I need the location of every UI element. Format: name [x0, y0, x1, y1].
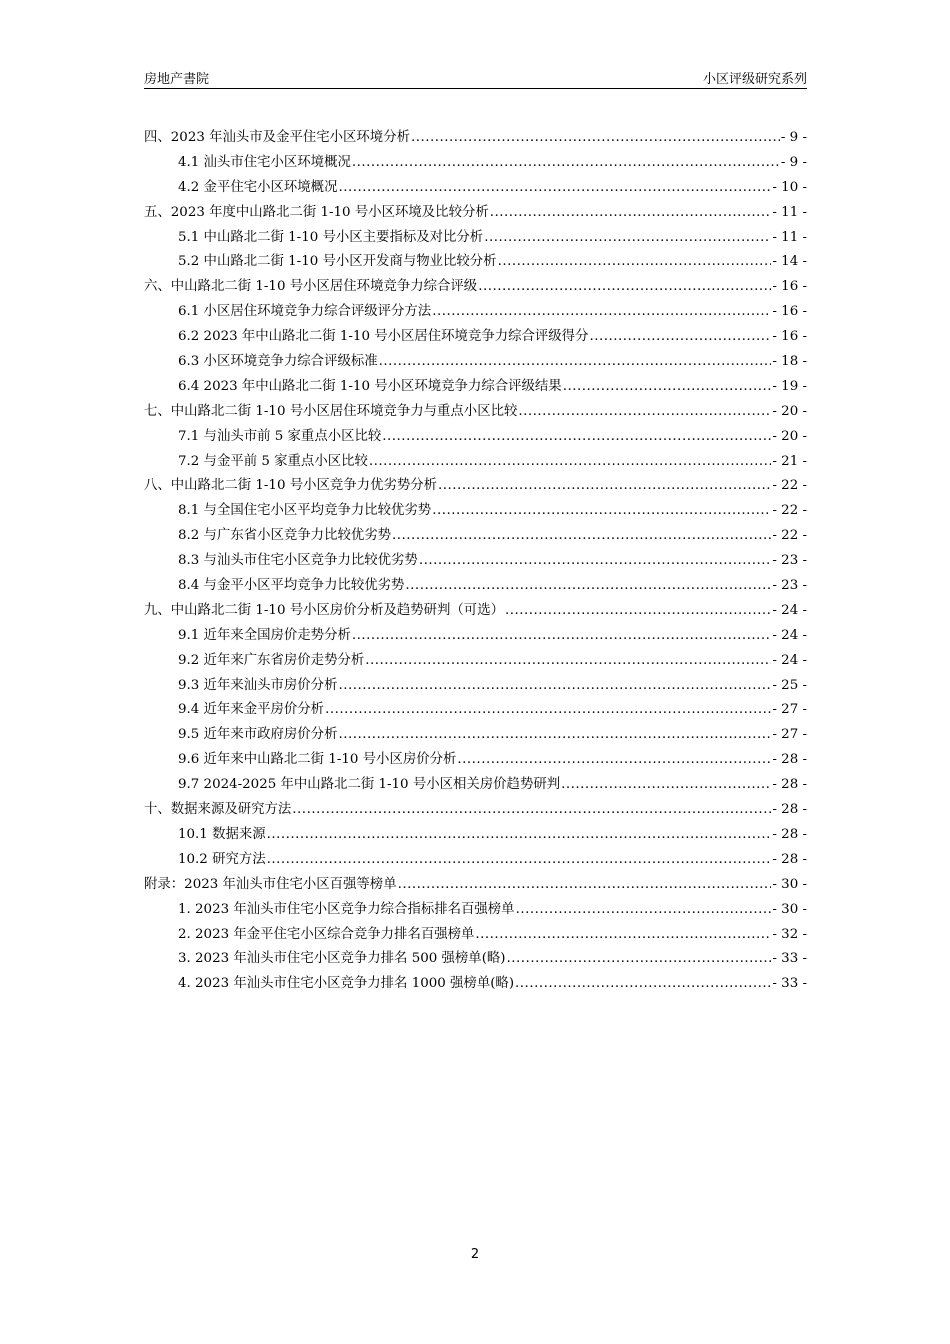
toc-leader-dots: [478, 279, 771, 294]
toc-entry[interactable]: [144, 649, 807, 674]
toc-entry[interactable]: [144, 823, 807, 848]
toc-entry-page: - 32 -: [772, 926, 807, 942]
toc-entry[interactable]: [144, 325, 807, 350]
toc-leader-dots: [505, 603, 771, 618]
toc-entry-title: 6.1 小区居住环境竞争力综合评级评分方法: [178, 304, 432, 320]
table-of-contents: [144, 126, 807, 997]
toc-entry[interactable]: [144, 226, 807, 251]
toc-entry[interactable]: [144, 947, 807, 972]
toc-entry-page: - 9 -: [780, 154, 807, 170]
toc-entry-title: 八、中山路北二街 1-10 号小区竞争力优劣势分析: [144, 478, 438, 494]
toc-leader-dots: [352, 155, 780, 170]
toc-entry-page: - 16 -: [772, 279, 807, 295]
toc-entry-title: 10.1 数据来源: [178, 826, 266, 842]
toc-entry-page: - 10 -: [772, 179, 807, 195]
toc-entry-page: - 28 -: [772, 826, 807, 842]
toc-leader-dots: [507, 951, 772, 966]
toc-entry-page: - 30 -: [772, 876, 807, 892]
toc-leader-dots: [267, 852, 772, 867]
toc-leader-dots: [438, 478, 771, 493]
toc-entry-page: - 25 -: [772, 677, 807, 693]
toc-entry-title: 8.2 与广东省小区竞争力比较优劣势: [178, 528, 392, 544]
toc-leader-dots: [498, 254, 772, 269]
page-number: 2: [470, 1247, 480, 1262]
toc-entry[interactable]: [144, 425, 807, 450]
toc-entry[interactable]: [144, 798, 807, 823]
toc-entry-page: - 33 -: [772, 951, 807, 967]
toc-entry-title: 9.6 近年来中山路北二街 1-10 号小区房价分析: [178, 752, 457, 768]
toc-entry-page: - 28 -: [772, 752, 807, 768]
toc-entry[interactable]: [144, 400, 807, 425]
toc-entry-page: - 28 -: [772, 777, 807, 793]
toc-entry-page: - 30 -: [772, 901, 807, 917]
toc-entry[interactable]: [144, 923, 807, 948]
toc-entry-title: 6.2 2023 年中山路北二街 1-10 号小区居住环境竞争力综合评级得分: [178, 329, 589, 345]
toc-leader-dots: [325, 702, 771, 717]
toc-entry[interactable]: [144, 300, 807, 325]
toc-entry-title: 附录：2023 年汕头市住宅小区百强等榜单: [144, 876, 397, 892]
toc-entry[interactable]: [144, 574, 807, 599]
toc-entry-title: 五、2023 年度中山路北二街 1-10 号小区环境及比较分析: [144, 204, 489, 220]
toc-entry-page: - 9 -: [780, 130, 807, 145]
toc-entry[interactable]: [144, 275, 807, 300]
toc-entry-title: 4.1 汕头市住宅小区环境概况: [178, 154, 351, 170]
toc-entry[interactable]: [144, 848, 807, 873]
toc-entry[interactable]: [144, 549, 807, 574]
toc-leader-dots: [563, 379, 772, 394]
toc-entry-title: 8.4 与金平小区平均竞争力比较优劣势: [178, 578, 405, 594]
toc-entry-page: - 11 -: [772, 229, 807, 245]
toc-leader-dots: [561, 777, 771, 792]
toc-leader-dots: [398, 877, 772, 892]
toc-entry-title: 4.2 金平住宅小区环境概况: [178, 179, 338, 195]
toc-entry[interactable]: [144, 624, 807, 649]
toc-entry-title: 7.2 与金平前 5 家重点小区比较: [178, 453, 368, 469]
toc-entry-title: 四、2023 年汕头市及金平住宅小区环境分析: [144, 130, 410, 145]
toc-entry-title: 9.5 近年来市政府房价分析: [178, 727, 338, 743]
toc-entry-title: 2. 2023 年金平住宅小区综合竞争力排名百强榜单: [178, 926, 475, 942]
toc-entry[interactable]: [144, 773, 807, 798]
toc-entry-title: 七、中山路北二街 1-10 号小区居住环境竞争力与重点小区比较: [144, 403, 518, 419]
toc-entry[interactable]: [144, 250, 807, 275]
header-right-title: 小区评级研究系列: [702, 72, 807, 87]
toc-entry-page: - 14 -: [772, 254, 807, 270]
toc-entry[interactable]: [144, 873, 807, 898]
toc-entry-title: 8.1 与全国住宅小区平均竞争力比较优劣势: [178, 503, 432, 519]
toc-entry[interactable]: [144, 898, 807, 923]
toc-leader-dots: [411, 130, 780, 145]
toc-entry-title: 六、中山路北二街 1-10 号小区居住环境竞争力综合评级: [144, 279, 478, 295]
toc-entry[interactable]: [144, 674, 807, 699]
header-left-title: 房地产書院: [144, 72, 210, 87]
toc-leader-dots: [457, 752, 771, 767]
toc-leader-dots: [516, 902, 772, 917]
toc-leader-dots: [369, 454, 772, 469]
toc-entry-title: 1. 2023 年汕头市住宅小区竞争力综合指标排名百强榜单: [178, 901, 515, 917]
toc-leader-dots: [484, 230, 771, 245]
toc-entry-title: 十、数据来源及研究方法: [144, 802, 292, 818]
toc-entry-title: 3. 2023 年汕头市住宅小区竞争力排名 500 强榜单(略): [178, 951, 506, 967]
toc-leader-dots: [352, 628, 772, 643]
toc-entry-title: 九、中山路北二街 1-10 号小区房价分析及趋势研判（可选）: [144, 602, 504, 618]
toc-entry[interactable]: [144, 698, 807, 723]
toc-leader-dots: [475, 927, 771, 942]
toc-leader-dots: [392, 528, 771, 543]
toc-leader-dots: [379, 354, 772, 369]
toc-entry-title: 5.1 中山路北二街 1-10 号小区主要指标及对比分析: [178, 229, 484, 245]
toc-entry-page: - 22 -: [772, 503, 807, 519]
toc-entry[interactable]: [144, 375, 807, 400]
toc-entry-page: - 22 -: [772, 528, 807, 544]
toc-entry-page: - 20 -: [772, 403, 807, 419]
toc-entry[interactable]: [144, 599, 807, 624]
toc-entry-title: 4. 2023 年汕头市住宅小区竞争力排名 1000 强榜单(略): [178, 976, 515, 992]
toc-entry-title: 8.3 与汕头市住宅小区竞争力比较优劣势: [178, 553, 418, 569]
toc-entry[interactable]: [144, 474, 807, 499]
toc-entry[interactable]: [144, 723, 807, 748]
toc-entry[interactable]: [144, 151, 807, 176]
toc-entry-page: - 23 -: [772, 578, 807, 594]
toc-entry-page: - 19 -: [772, 378, 807, 394]
toc-leader-dots: [515, 976, 771, 991]
toc-entry-page: - 33 -: [772, 976, 807, 992]
toc-entry-title: 5.2 中山路北二街 1-10 号小区开发商与物业比较分析: [178, 254, 497, 270]
toc-entry[interactable]: [144, 126, 807, 151]
toc-leader-dots: [365, 653, 771, 668]
toc-entry-page: - 18 -: [772, 354, 807, 370]
toc-entry[interactable]: [144, 748, 807, 773]
toc-leader-dots: [338, 678, 771, 693]
toc-entry-title: 9.2 近年来广东省房价走势分析: [178, 652, 365, 668]
toc-entry-page: - 23 -: [772, 553, 807, 569]
toc-entry-page: - 28 -: [772, 802, 807, 818]
toc-entry-page: - 28 -: [772, 851, 807, 867]
page-header: [144, 66, 807, 89]
toc-entry-title: 9.4 近年来金平房价分析: [178, 702, 325, 718]
toc-entry-title: 10.2 研究方法: [178, 851, 266, 867]
toc-entry[interactable]: [144, 524, 807, 549]
toc-leader-dots: [518, 404, 771, 419]
toc-entry-title: 9.1 近年来全国房价走势分析: [178, 627, 351, 643]
toc-leader-dots: [382, 429, 771, 444]
toc-leader-dots: [432, 503, 771, 518]
toc-entry-title: 6.3 小区环境竞争力综合评级标准: [178, 354, 378, 370]
toc-entry-page: - 27 -: [772, 702, 807, 718]
toc-entry[interactable]: [144, 176, 807, 201]
toc-entry-page: - 11 -: [772, 204, 807, 220]
toc-entry-page: - 20 -: [772, 428, 807, 444]
toc-entry[interactable]: [144, 350, 807, 375]
toc-entry-page: - 24 -: [772, 602, 807, 618]
toc-entry-page: - 16 -: [772, 304, 807, 320]
toc-leader-dots: [419, 553, 772, 568]
toc-entry-page: - 22 -: [772, 478, 807, 494]
toc-leader-dots: [338, 180, 771, 195]
toc-leader-dots: [405, 578, 771, 593]
toc-entry-page: - 21 -: [772, 453, 807, 469]
toc-leader-dots: [589, 329, 771, 344]
toc-entry[interactable]: [144, 972, 807, 997]
toc-leader-dots: [432, 304, 771, 319]
toc-entry-title: 9.7 2024-2025 年中山路北二街 1-10 号小区相关房价趋势研判: [178, 777, 561, 793]
toc-entry[interactable]: [144, 201, 807, 226]
toc-entry[interactable]: [144, 499, 807, 524]
toc-entry-page: - 24 -: [772, 652, 807, 668]
toc-entry-page: - 27 -: [772, 727, 807, 743]
toc-entry[interactable]: [144, 450, 807, 475]
toc-leader-dots: [490, 205, 772, 220]
toc-leader-dots: [292, 802, 771, 817]
toc-entry-title: 7.1 与汕头市前 5 家重点小区比较: [178, 428, 382, 444]
toc-entry-page: - 16 -: [772, 329, 807, 345]
toc-entry-page: - 24 -: [772, 627, 807, 643]
toc-entry-title: 6.4 2023 年中山路北二街 1-10 号小区环境竞争力综合评级结果: [178, 378, 562, 394]
toc-leader-dots: [338, 727, 771, 742]
toc-entry-title: 9.3 近年来汕头市房价分析: [178, 677, 338, 693]
toc-leader-dots: [267, 827, 772, 842]
